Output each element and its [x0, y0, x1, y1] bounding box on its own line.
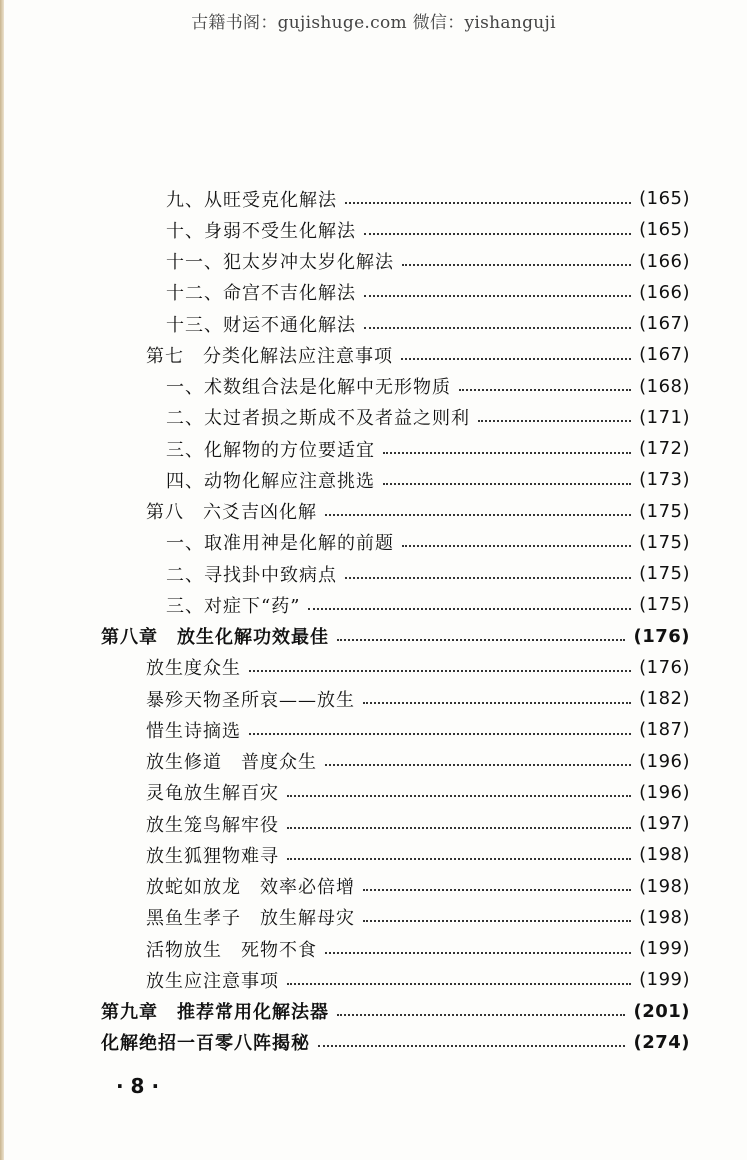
watermark-header: 古籍书阁：gujishuge.com 微信：yishanguji	[191, 13, 556, 33]
toc-entry-title: 第八 六爻吉凶化解	[146, 502, 317, 523]
toc-entry-title: 十三、财运不通化解法	[166, 314, 356, 336]
toc-entry	[146, 902, 690, 933]
toc-entry	[146, 933, 690, 964]
dot-leader	[249, 670, 631, 672]
page-number: · 8 ·	[116, 1074, 160, 1098]
dot-leader	[345, 577, 631, 579]
dot-leader	[318, 1045, 625, 1047]
dot-leader	[287, 795, 631, 797]
toc-entry	[166, 214, 690, 245]
dot-leader	[402, 264, 631, 266]
toc-entry-page: (196)	[639, 781, 690, 803]
dot-leader	[287, 983, 631, 985]
toc-entry-page: (168)	[639, 375, 690, 397]
toc-entry	[166, 246, 690, 277]
dot-leader	[325, 764, 631, 766]
toc-entry-title: 灵龟放生解百灾	[146, 783, 279, 805]
dot-leader	[287, 858, 631, 860]
toc-entry-title: 二、太过者损之斯成不及者益之则利	[166, 408, 470, 430]
toc-entry	[166, 371, 690, 402]
toc-entry-page: (175)	[639, 563, 690, 584]
toc-entry	[146, 871, 690, 902]
toc-entry-title: 放生度众生	[146, 658, 241, 680]
toc-entry	[146, 714, 690, 745]
toc-entry-title: 活物放生 死物不食	[146, 939, 317, 961]
toc-entry-page: (167)	[639, 313, 690, 334]
dot-leader	[337, 639, 625, 641]
toc-entry-title: 三、化解物的方位要适宜	[166, 439, 375, 461]
toc-entry-page: (175)	[639, 531, 690, 553]
toc-entry	[101, 1027, 690, 1058]
toc-entry	[146, 652, 690, 683]
toc-entry	[146, 746, 690, 777]
toc-entry-page: (176)	[633, 625, 690, 647]
toc-entry-title: 黑鱼生孝子 放生解母灾	[146, 908, 355, 930]
toc-entry	[166, 589, 690, 620]
toc-entry-title: 放生狐狸物难寻	[146, 845, 279, 867]
dot-leader	[364, 233, 631, 235]
toc-entry-title: 第九章 推荐常用化解法器	[101, 1002, 329, 1023]
toc-entry	[146, 496, 690, 527]
toc-entry-title: 放生笼鸟解牢役	[146, 814, 279, 836]
toc-entry-page: (198)	[639, 906, 690, 928]
toc-entry	[146, 839, 690, 870]
toc-entry-page: (165)	[639, 219, 690, 241]
toc-entry-title: 二、寻找卦中致病点	[166, 564, 337, 586]
dot-leader	[383, 452, 631, 454]
toc-entry-title: 第七 分类化解法应注意事项	[146, 345, 393, 367]
toc-entry-page: (201)	[633, 1000, 690, 1022]
toc-entry-page: (199)	[639, 938, 690, 959]
toc-entry-title: 一、取准用神是化解的前题	[166, 533, 394, 555]
toc-entry	[146, 683, 690, 714]
dot-leader	[364, 295, 631, 297]
dot-leader	[363, 920, 631, 922]
toc-entry-page: (165)	[639, 188, 690, 209]
toc-entry-page: (274)	[633, 1031, 690, 1053]
toc-entry-page: (198)	[639, 875, 690, 897]
toc-entry	[146, 964, 690, 995]
toc-entry	[166, 402, 690, 433]
toc-entry	[166, 277, 690, 308]
toc-entry-page: (173)	[639, 469, 690, 491]
dot-leader	[325, 952, 631, 954]
dot-leader	[249, 733, 631, 735]
dot-leader	[478, 420, 631, 422]
toc-entry	[166, 433, 690, 464]
dot-leader	[364, 327, 631, 329]
toc-entry-page: (196)	[639, 750, 690, 772]
dot-leader	[337, 1014, 625, 1016]
dot-leader	[401, 358, 631, 360]
toc-entry	[166, 527, 690, 558]
toc-entry-page: (166)	[639, 281, 690, 303]
dot-leader	[308, 608, 631, 610]
page-edge	[0, 0, 4, 1160]
toc-entry	[101, 996, 690, 1027]
toc-entry-page: (171)	[639, 406, 690, 428]
dot-leader	[345, 202, 631, 204]
toc-entry-title: 三、对症下“药”	[166, 595, 301, 617]
toc-entry-page: (175)	[639, 500, 690, 522]
toc-entry-page: (182)	[639, 688, 690, 709]
toc-entry	[166, 558, 690, 589]
dot-leader	[402, 545, 631, 547]
dot-leader	[363, 889, 631, 891]
toc-entry-title: 十、身弱不受生化解法	[166, 220, 356, 242]
toc-entry	[166, 464, 690, 495]
toc-entry-page: (166)	[639, 250, 690, 272]
toc-entry-page: (199)	[639, 969, 690, 991]
dot-leader	[459, 389, 631, 391]
dot-leader	[383, 483, 631, 485]
toc-entry	[166, 308, 690, 339]
toc-entry-page: (197)	[639, 813, 690, 834]
toc-entry-title: 一、术数组合法是化解中无形物质	[166, 377, 451, 398]
toc-entry-title: 四、动物化解应注意挑选	[166, 470, 375, 492]
toc-entry-title: 放生应注意事项	[146, 970, 279, 992]
toc-entry-title: 第八章 放生化解功效最佳	[101, 627, 329, 648]
toc-entry-title: 九、从旺受克化解法	[166, 189, 337, 211]
dot-leader	[287, 827, 631, 829]
toc-entry	[101, 621, 690, 652]
toc-entry-page: (187)	[639, 719, 690, 741]
toc-entry-page: (167)	[639, 344, 690, 366]
toc-entry-title: 放生修道 普度众生	[146, 752, 317, 773]
toc-entry-page: (175)	[639, 594, 690, 616]
toc-entry-page: (176)	[639, 656, 690, 678]
toc-entry-title: 放蛇如放龙 效率必倍增	[146, 877, 355, 898]
toc-entry-page: (198)	[639, 844, 690, 866]
toc-entry	[146, 808, 690, 839]
dot-leader	[363, 702, 631, 704]
toc-entry	[146, 339, 690, 370]
toc-entry-page: (172)	[639, 438, 690, 459]
toc-entry	[146, 777, 690, 808]
toc-entry-title: 暴殄天物圣所哀——放生	[146, 689, 355, 711]
toc-entry-title: 化解绝招一百零八阵揭秘	[101, 1033, 310, 1055]
toc-entry-title: 惜生诗摘选	[146, 720, 241, 742]
toc-entry	[166, 183, 690, 214]
toc-entry-title: 十一、犯太岁冲太岁化解法	[166, 252, 394, 273]
dot-leader	[325, 514, 631, 516]
toc-entry-title: 十二、命宫不吉化解法	[166, 283, 356, 305]
